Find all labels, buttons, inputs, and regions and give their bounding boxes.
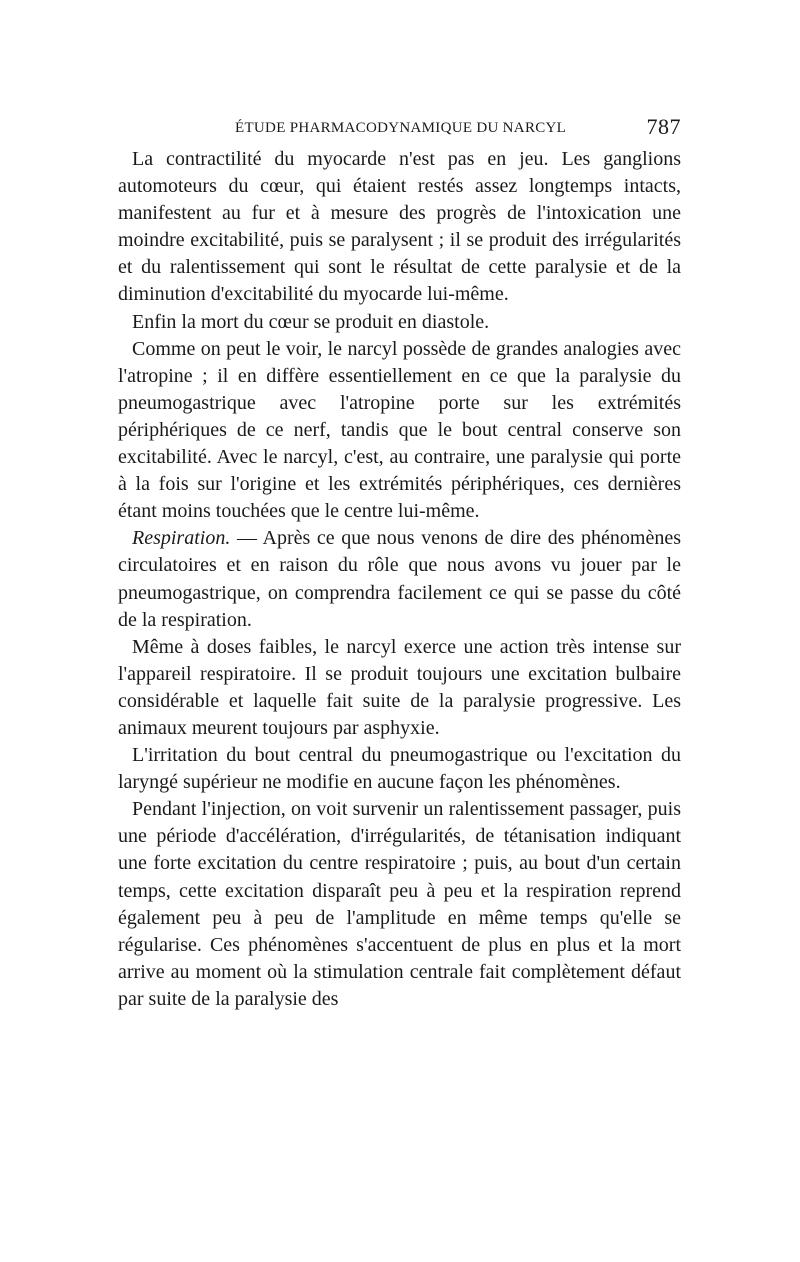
- paragraph-contractility: La contractilité du myocarde n'est pas en jeu. Les ganglions automoteurs du cœur, qui étaient restés assez longtemps intacts, manifestent au fur et à mesure des progrès de l'intoxication une moindre excitabilité, puis se paralysent ; il se produit des irrégularités et du ralentissement qui sont le résultat de cette paralysie et de la diminution d'excitabilité du myocarde lui-même.: [118, 148, 681, 306]
- respiration-intro-text: — Après ce que nous venons de dire des phénomènes circulatoires et en raison du rôle que nous avons vu jouer par le pneumogastrique, on comprendra facilement ce qui se passe du côté de la respiration.: [118, 527, 681, 631]
- page-number: 787: [646, 114, 681, 139]
- paragraph-heart-death: Enfin la mort du cœur se produit en diastole.: [132, 310, 490, 333]
- paragraph-respiratory-action: Même à doses faibles, le narcyl exerce une action très intense sur l'appareil respiratoire. Il se produit toujours une excitation bulbaire considérable et laquelle fait suite de la paralysie progressive. Les animaux meurent toujours par asphyxie.: [118, 635, 681, 739]
- paragraph-respiration: [118, 525, 681, 633]
- paragraph-atropine-comparison: Comme on peut le voir, le narcyl possède de grandes analogies avec l'atropine ; il en diffère essentiellement en ce que la paralysie du pneumogastrique avec l'atropine porte sur les extrémités périphériques de ce nerf, tandis que le bout central conserve son excitabilité. Avec le narcyl, c'est, au contraire, une paralysie qui porte à la fois sur l'origine et les extrémités périphériques, ces dernières étant moins touchées que le centre lui-même.: [118, 337, 681, 523]
- page-header: [118, 112, 681, 146]
- section-heading-respiration: Respiration.: [132, 527, 231, 550]
- book-page: [118, 112, 681, 1013]
- paragraph-injection: Pendant l'injection, on voit survenir un ralentissement passager, puis une période d'accélération, d'irrégularités, de tétanisation indiquant une forte excitation du centre respiratoire ; puis, au bout d'un certain temps, cette excitation disparaît peu à peu et la respiration reprend également peu à peu de l'amplitude en même temps qu'elle se régularise. Ces phénomènes s'accentuent de plus en plus et la mort arrive au moment où la stimulation centrale fait complètement défaut par suite de la paralysie des: [118, 798, 681, 1010]
- paragraph-irritation: L'irritation du bout central du pneumogastrique ou l'excitation du laryngé supérieur ne modifie en aucune façon les phénomènes.: [118, 744, 681, 794]
- running-title: ÉTUDE PHARMACODYNAMIQUE DU NARCYL: [235, 120, 567, 136]
- body-text: [118, 146, 681, 1013]
